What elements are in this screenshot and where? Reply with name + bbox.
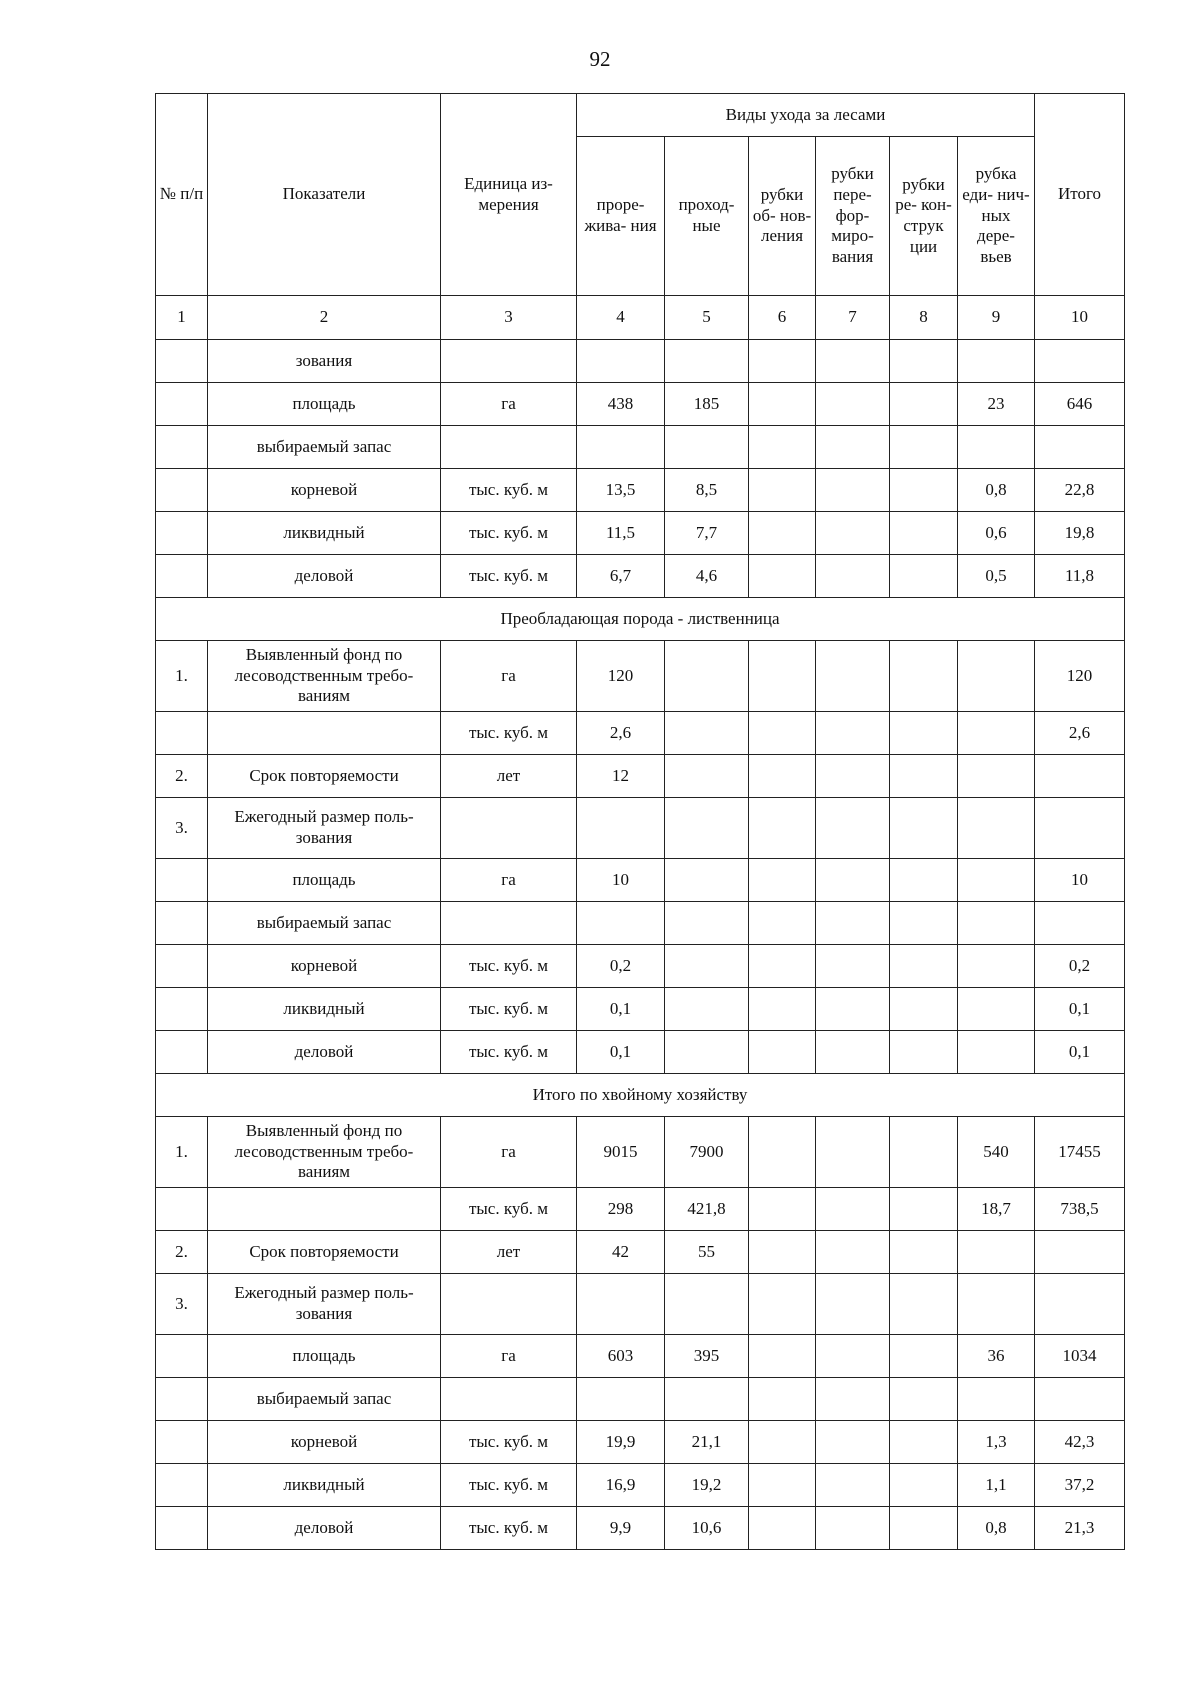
column-numbers-row	[156, 296, 1125, 340]
row-number	[156, 1188, 208, 1231]
value-cell	[749, 945, 816, 988]
total-cell	[1035, 1378, 1125, 1421]
value-cell	[665, 426, 749, 469]
indicator-name	[208, 1188, 441, 1231]
table-row	[156, 1274, 1125, 1335]
unit-cell: тыс. куб. м	[441, 1188, 577, 1231]
value-cell: 0,6	[958, 512, 1035, 555]
header-care-types: Виды ухода за лесами	[577, 94, 1035, 137]
row-number	[156, 1031, 208, 1074]
table-row	[156, 1335, 1125, 1378]
value-cell: 421,8	[665, 1188, 749, 1231]
unit-cell	[441, 340, 577, 383]
table-row	[156, 902, 1125, 945]
table-row	[156, 1188, 1125, 1231]
total-cell	[1035, 1231, 1125, 1274]
indicator-name: ликвидный	[208, 1464, 441, 1507]
value-cell	[816, 469, 890, 512]
value-cell: 185	[665, 383, 749, 426]
table-row	[156, 1507, 1125, 1550]
value-cell: 18,7	[958, 1188, 1035, 1231]
column-number: 7	[816, 296, 890, 340]
value-cell	[749, 1274, 816, 1335]
table-row	[156, 1117, 1125, 1188]
value-cell: 6,7	[577, 555, 665, 598]
unit-cell: тыс. куб. м	[441, 1421, 577, 1464]
row-number: 1.	[156, 641, 208, 712]
indicator-name	[208, 712, 441, 755]
total-cell: 19,8	[1035, 512, 1125, 555]
table-row	[156, 426, 1125, 469]
value-cell	[816, 426, 890, 469]
table-row	[156, 798, 1125, 859]
value-cell	[816, 1188, 890, 1231]
unit-cell	[441, 902, 577, 945]
header-type-passage: проход- ные	[665, 137, 749, 296]
value-cell	[749, 1231, 816, 1274]
unit-cell: тыс. куб. м	[441, 945, 577, 988]
indicator-name: Срок повторяемости	[208, 1231, 441, 1274]
page-number: 92	[589, 47, 611, 71]
value-cell: 395	[665, 1335, 749, 1378]
value-cell: 13,5	[577, 469, 665, 512]
value-cell	[890, 426, 958, 469]
forest-care-table	[155, 93, 1125, 1550]
value-cell	[665, 755, 749, 798]
indicator-name: деловой	[208, 555, 441, 598]
value-cell: 0,8	[958, 469, 1035, 512]
value-cell	[890, 340, 958, 383]
value-cell	[577, 426, 665, 469]
value-cell	[665, 1378, 749, 1421]
value-cell: 19,2	[665, 1464, 749, 1507]
column-number: 5	[665, 296, 749, 340]
unit-cell: тыс. куб. м	[441, 712, 577, 755]
row-number	[156, 555, 208, 598]
value-cell	[749, 641, 816, 712]
value-cell	[816, 859, 890, 902]
header-type-reformation: рубки пере- фор- миро- вания	[816, 137, 890, 296]
value-cell	[958, 902, 1035, 945]
value-cell	[749, 512, 816, 555]
indicator-name: Срок повторяемости	[208, 755, 441, 798]
table-row	[156, 641, 1125, 712]
indicator-name: площадь	[208, 383, 441, 426]
indicator-name: Выявленный фонд по лесоводственным требо- ваниям	[208, 1117, 441, 1188]
value-cell	[958, 1031, 1035, 1074]
column-number: 9	[958, 296, 1035, 340]
row-number	[156, 512, 208, 555]
value-cell	[665, 902, 749, 945]
row-number: 3.	[156, 798, 208, 859]
value-cell	[890, 512, 958, 555]
value-cell	[665, 1031, 749, 1074]
value-cell	[577, 340, 665, 383]
value-cell	[890, 1274, 958, 1335]
value-cell	[577, 1378, 665, 1421]
value-cell	[890, 1507, 958, 1550]
indicator-name: Ежегодный размер поль- зования	[208, 1274, 441, 1335]
header-type-single-trees: рубка еди- нич- ных дере- вьев	[958, 137, 1035, 296]
indicator-name: ликвидный	[208, 988, 441, 1031]
indicator-name: зования	[208, 340, 441, 383]
value-cell: 0,5	[958, 555, 1035, 598]
value-cell	[665, 340, 749, 383]
value-cell	[890, 988, 958, 1031]
header-unit: Единица из- мерения	[441, 94, 577, 296]
value-cell	[577, 902, 665, 945]
column-number: 3	[441, 296, 577, 340]
row-number	[156, 383, 208, 426]
row-number	[156, 426, 208, 469]
value-cell	[958, 859, 1035, 902]
indicator-name: деловой	[208, 1031, 441, 1074]
indicator-name: Выявленный фонд по лесоводственным требо- ваниям	[208, 641, 441, 712]
value-cell: 540	[958, 1117, 1035, 1188]
column-number: 2	[208, 296, 441, 340]
row-number	[156, 902, 208, 945]
total-cell: 11,8	[1035, 555, 1125, 598]
unit-cell: тыс. куб. м	[441, 555, 577, 598]
value-cell	[890, 1188, 958, 1231]
value-cell	[890, 1464, 958, 1507]
table-row	[156, 555, 1125, 598]
table-row	[156, 340, 1125, 383]
unit-cell: лет	[441, 755, 577, 798]
unit-cell: тыс. куб. м	[441, 1464, 577, 1507]
value-cell	[958, 1274, 1035, 1335]
value-cell: 438	[577, 383, 665, 426]
row-number	[156, 945, 208, 988]
value-cell: 8,5	[665, 469, 749, 512]
unit-cell	[441, 1378, 577, 1421]
value-cell: 0,1	[577, 988, 665, 1031]
table-row	[156, 1378, 1125, 1421]
value-cell	[665, 859, 749, 902]
value-cell	[749, 555, 816, 598]
value-cell: 4,6	[665, 555, 749, 598]
table-row	[156, 469, 1125, 512]
value-cell	[816, 1507, 890, 1550]
unit-cell	[441, 1274, 577, 1335]
unit-cell: тыс. куб. м	[441, 988, 577, 1031]
value-cell	[749, 1464, 816, 1507]
indicator-name: выбираемый запас	[208, 426, 441, 469]
table-row	[156, 1231, 1125, 1274]
table-row	[156, 1464, 1125, 1507]
value-cell	[816, 1231, 890, 1274]
total-cell	[1035, 798, 1125, 859]
indicator-name: Ежегодный размер поль- зования	[208, 798, 441, 859]
value-cell	[816, 512, 890, 555]
value-cell	[749, 1378, 816, 1421]
value-cell: 21,1	[665, 1421, 749, 1464]
value-cell	[890, 859, 958, 902]
value-cell	[665, 712, 749, 755]
indicator-name: деловой	[208, 1507, 441, 1550]
value-cell	[749, 712, 816, 755]
row-number	[156, 712, 208, 755]
value-cell: 7,7	[665, 512, 749, 555]
total-cell: 0,2	[1035, 945, 1125, 988]
value-cell	[890, 945, 958, 988]
unit-cell: га	[441, 1335, 577, 1378]
value-cell	[816, 1378, 890, 1421]
row-number: 1.	[156, 1117, 208, 1188]
value-cell	[890, 641, 958, 712]
indicator-name: площадь	[208, 859, 441, 902]
value-cell: 55	[665, 1231, 749, 1274]
indicator-name: корневой	[208, 469, 441, 512]
value-cell: 7900	[665, 1117, 749, 1188]
indicator-name: выбираемый запас	[208, 902, 441, 945]
row-number	[156, 469, 208, 512]
value-cell	[958, 755, 1035, 798]
row-number: 2.	[156, 755, 208, 798]
value-cell	[749, 383, 816, 426]
header-type-renewal: рубки об- нов- ления	[749, 137, 816, 296]
row-number	[156, 988, 208, 1031]
value-cell	[890, 755, 958, 798]
table-row	[156, 1421, 1125, 1464]
indicator-name: ликвидный	[208, 512, 441, 555]
value-cell	[890, 712, 958, 755]
value-cell	[577, 798, 665, 859]
value-cell	[749, 1335, 816, 1378]
value-cell	[816, 555, 890, 598]
value-cell	[816, 755, 890, 798]
value-cell: 0,8	[958, 1507, 1035, 1550]
value-cell: 1,1	[958, 1464, 1035, 1507]
value-cell	[890, 798, 958, 859]
value-cell	[890, 902, 958, 945]
total-cell: 17455	[1035, 1117, 1125, 1188]
value-cell	[958, 945, 1035, 988]
value-cell	[816, 1464, 890, 1507]
table-row	[156, 859, 1125, 902]
table-row	[156, 512, 1125, 555]
column-number: 10	[1035, 296, 1125, 340]
value-cell	[890, 1117, 958, 1188]
total-cell: 120	[1035, 641, 1125, 712]
value-cell	[816, 1274, 890, 1335]
value-cell: 2,6	[577, 712, 665, 755]
value-cell: 42	[577, 1231, 665, 1274]
value-cell	[665, 1274, 749, 1335]
value-cell	[816, 1335, 890, 1378]
unit-cell	[441, 798, 577, 859]
value-cell	[816, 1421, 890, 1464]
total-cell	[1035, 1274, 1125, 1335]
header-type-thinning: проре- жива- ния	[577, 137, 665, 296]
unit-cell: га	[441, 859, 577, 902]
value-cell	[890, 469, 958, 512]
value-cell: 120	[577, 641, 665, 712]
value-cell	[958, 712, 1035, 755]
value-cell	[749, 1188, 816, 1231]
value-cell	[890, 1031, 958, 1074]
table-row	[156, 988, 1125, 1031]
table-row	[156, 712, 1125, 755]
value-cell	[749, 988, 816, 1031]
total-cell	[1035, 755, 1125, 798]
total-cell	[1035, 340, 1125, 383]
value-cell	[890, 555, 958, 598]
row-number	[156, 1464, 208, 1507]
column-number: 8	[890, 296, 958, 340]
value-cell	[816, 988, 890, 1031]
value-cell	[665, 641, 749, 712]
value-cell	[665, 945, 749, 988]
value-cell	[816, 1117, 890, 1188]
total-cell	[1035, 426, 1125, 469]
column-number: 1	[156, 296, 208, 340]
value-cell	[749, 340, 816, 383]
value-cell	[816, 945, 890, 988]
total-cell: 0,1	[1035, 988, 1125, 1031]
value-cell	[749, 1031, 816, 1074]
value-cell: 16,9	[577, 1464, 665, 1507]
indicator-name: выбираемый запас	[208, 1378, 441, 1421]
row-number	[156, 340, 208, 383]
value-cell	[958, 1378, 1035, 1421]
row-number	[156, 1421, 208, 1464]
unit-cell: тыс. куб. м	[441, 469, 577, 512]
unit-cell: га	[441, 641, 577, 712]
value-cell: 0,2	[577, 945, 665, 988]
value-cell: 19,9	[577, 1421, 665, 1464]
unit-cell: тыс. куб. м	[441, 1507, 577, 1550]
unit-cell: тыс. куб. м	[441, 512, 577, 555]
value-cell	[958, 1231, 1035, 1274]
value-cell: 10,6	[665, 1507, 749, 1550]
unit-cell: га	[441, 383, 577, 426]
value-cell	[749, 1421, 816, 1464]
header-indicators: Показатели	[208, 94, 441, 296]
value-cell	[816, 383, 890, 426]
value-cell	[958, 340, 1035, 383]
header-num: № п/п	[156, 94, 208, 296]
value-cell	[958, 641, 1035, 712]
value-cell: 23	[958, 383, 1035, 426]
table-row	[156, 383, 1125, 426]
row-number	[156, 1378, 208, 1421]
unit-cell: тыс. куб. м	[441, 1031, 577, 1074]
unit-cell: лет	[441, 1231, 577, 1274]
row-number	[156, 1507, 208, 1550]
header-total: Итого	[1035, 94, 1125, 296]
value-cell	[749, 426, 816, 469]
value-cell	[749, 1117, 816, 1188]
value-cell	[890, 1378, 958, 1421]
column-number: 4	[577, 296, 665, 340]
value-cell	[816, 340, 890, 383]
table-body	[156, 340, 1125, 1550]
value-cell: 9,9	[577, 1507, 665, 1550]
total-cell: 2,6	[1035, 712, 1125, 755]
total-cell: 646	[1035, 383, 1125, 426]
value-cell	[749, 1507, 816, 1550]
section-row	[156, 598, 1125, 641]
indicator-name: корневой	[208, 1421, 441, 1464]
total-cell: 42,3	[1035, 1421, 1125, 1464]
value-cell	[749, 755, 816, 798]
unit-cell: га	[441, 1117, 577, 1188]
value-cell	[665, 798, 749, 859]
section-title: Преобладающая порода - лиственница	[156, 598, 1125, 641]
value-cell	[816, 1031, 890, 1074]
value-cell	[958, 798, 1035, 859]
value-cell: 298	[577, 1188, 665, 1231]
row-number	[156, 859, 208, 902]
value-cell: 0,1	[577, 1031, 665, 1074]
total-cell: 1034	[1035, 1335, 1125, 1378]
total-cell: 22,8	[1035, 469, 1125, 512]
total-cell: 21,3	[1035, 1507, 1125, 1550]
indicator-name: корневой	[208, 945, 441, 988]
value-cell	[749, 902, 816, 945]
column-number: 6	[749, 296, 816, 340]
value-cell	[816, 798, 890, 859]
value-cell	[890, 1421, 958, 1464]
value-cell	[665, 988, 749, 1031]
row-number	[156, 1335, 208, 1378]
value-cell: 36	[958, 1335, 1035, 1378]
value-cell	[749, 798, 816, 859]
total-cell	[1035, 902, 1125, 945]
table-row	[156, 945, 1125, 988]
value-cell	[816, 712, 890, 755]
value-cell: 1,3	[958, 1421, 1035, 1464]
value-cell	[577, 1274, 665, 1335]
header-type-reconstruction: рубки ре- кон- струк ции	[890, 137, 958, 296]
table-row	[156, 1031, 1125, 1074]
value-cell	[749, 469, 816, 512]
section-title: Итого по хвойному хозяйству	[156, 1074, 1125, 1117]
value-cell	[890, 383, 958, 426]
value-cell: 603	[577, 1335, 665, 1378]
total-cell: 0,1	[1035, 1031, 1125, 1074]
indicator-name: площадь	[208, 1335, 441, 1378]
value-cell: 9015	[577, 1117, 665, 1188]
value-cell	[749, 859, 816, 902]
section-row	[156, 1074, 1125, 1117]
value-cell: 11,5	[577, 512, 665, 555]
value-cell	[816, 641, 890, 712]
value-cell	[890, 1335, 958, 1378]
table-row	[156, 755, 1125, 798]
unit-cell	[441, 426, 577, 469]
total-cell: 37,2	[1035, 1464, 1125, 1507]
total-cell: 738,5	[1035, 1188, 1125, 1231]
value-cell	[958, 426, 1035, 469]
row-number: 3.	[156, 1274, 208, 1335]
value-cell	[890, 1231, 958, 1274]
value-cell: 10	[577, 859, 665, 902]
total-cell: 10	[1035, 859, 1125, 902]
row-number: 2.	[156, 1231, 208, 1274]
value-cell	[816, 902, 890, 945]
value-cell: 12	[577, 755, 665, 798]
value-cell	[958, 988, 1035, 1031]
